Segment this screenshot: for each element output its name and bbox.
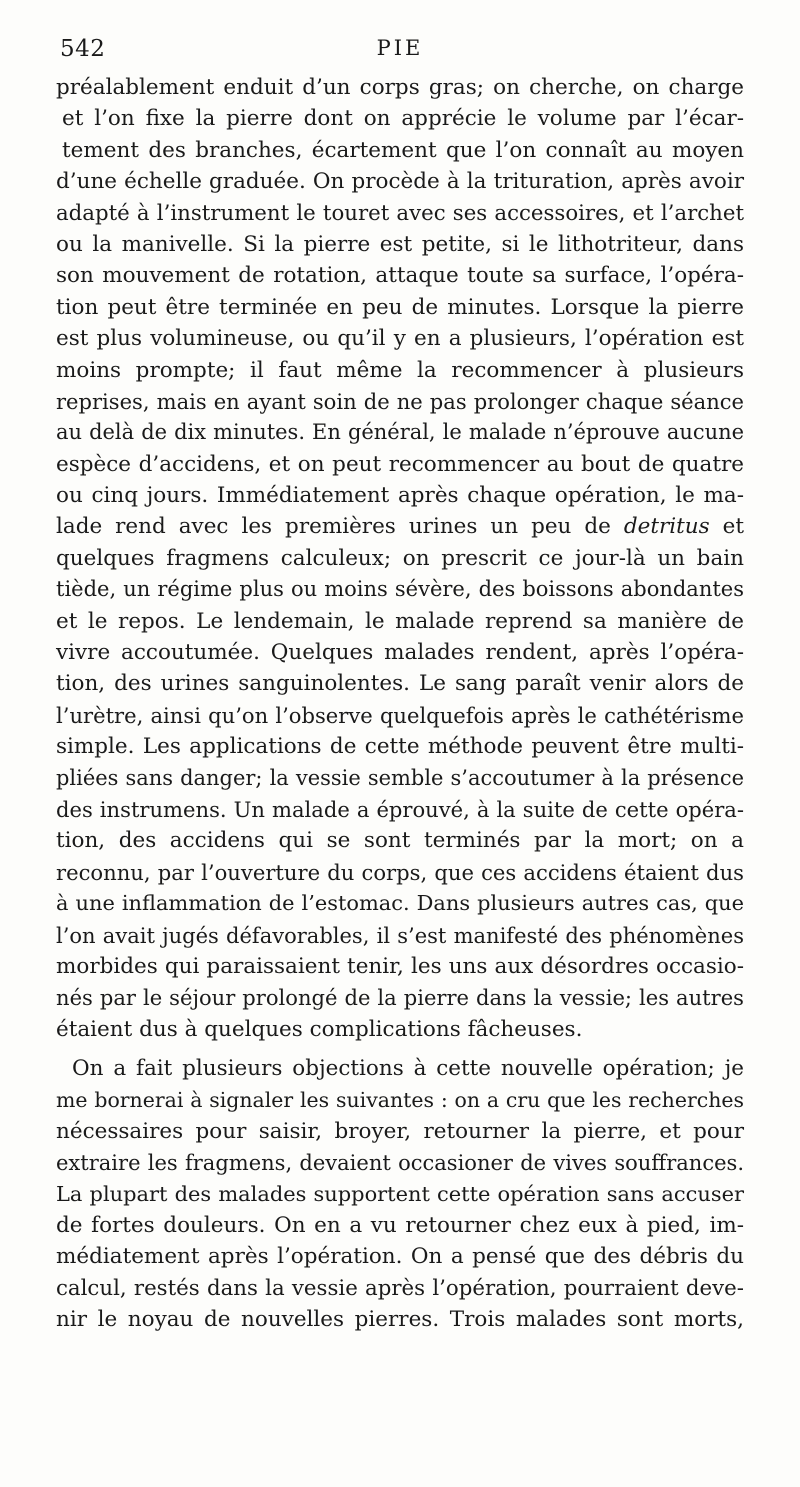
text-line: tion peut être terminée en peu de minutes. Lorsque la pierre bbox=[56, 294, 744, 320]
text-line: de fortes douleurs. On en a vu retourner chez eux à pied, im- bbox=[56, 1213, 744, 1239]
text-line: l’urètre, ainsi qu’on l’observe quelquefois après le cathétérisme bbox=[56, 702, 744, 728]
text-line: l’on avait jugés défavorables, il s’est manifesté des phénomènes bbox=[56, 922, 744, 948]
text-line: reconnu, par l’ouverture du corps, que ces accidens étaient dus bbox=[56, 859, 744, 885]
text-line: simple. Les applications de cette méthode peuvent être multi- bbox=[56, 734, 744, 760]
text-line: quelques fragmens calculeux; on prescrit ce jour-là un bain bbox=[56, 545, 744, 571]
text-line: tion, des urines sanguinolentes. Le sang paraît venir alors de bbox=[56, 671, 744, 697]
text-line: reprises, mais en ayant soin de ne pas prolonger chaque séance bbox=[56, 388, 744, 414]
text-line: tiède, un régime plus ou moins sévère, des boissons abondantes bbox=[56, 577, 744, 602]
text-line: ou la manivelle. Si la pierre est petite, si le lithotriteur, dans bbox=[56, 231, 744, 257]
text-line: étaient dus à quelques complications fâcheuses. bbox=[56, 1016, 583, 1042]
text-line: me bornerai à signaler les suivantes : on a cru que les recherches bbox=[56, 1087, 744, 1112]
text-line: pliées sans danger; la vessie semble s’accoutumer à la présence bbox=[56, 765, 744, 790]
paragraph-2 bbox=[56, 1053, 744, 1336]
text-line-end: et bbox=[709, 514, 744, 540]
text-line: des instrumens. Un malade a éprouvé, à la suite de cette opéra- bbox=[56, 796, 744, 822]
page-number: 542 bbox=[60, 36, 106, 62]
text-line: d’une échelle graduée. On procède à la trituration, après avoir bbox=[56, 169, 744, 195]
text-line bbox=[56, 511, 744, 542]
text-line: au delà de dix minutes. En général, le malade n’éprouve aucune bbox=[56, 420, 744, 445]
text-line: à une inflammation de l’estomac. Dans plusieurs autres cas, que bbox=[56, 891, 744, 916]
running-title: PIE bbox=[376, 36, 424, 60]
text-line: ou cinq jours. Immédiatement après chaque opération, le ma- bbox=[56, 483, 744, 509]
text-line: médiatement après l’opération. On a pensé que des débris du bbox=[56, 1244, 744, 1270]
text-line: morbides qui paraissaient tenir, les uns aux désordres occasio- bbox=[56, 953, 744, 979]
text-line: nés par le séjour prolongé de la pierre dans la vessie; les autres bbox=[56, 985, 744, 1011]
text-line: La plupart des malades supportent cette opération sans accuser bbox=[56, 1181, 744, 1206]
text-line: tement des branches, écartement que l’on connaît au moyen bbox=[62, 137, 744, 163]
text-line: préalablement enduit d’un corps gras; on cherche, on charge bbox=[56, 75, 744, 100]
text-line: est plus volumineuse, ou qu’il y en a plusieurs, l’opération est bbox=[56, 326, 744, 352]
paragraph-gap bbox=[56, 1045, 744, 1053]
text-line: et l’on fixe la pierre dont on apprécie le volume par l’écar- bbox=[62, 106, 744, 132]
text-line: calcul, restés dans la vessie après l’opération, pourraient deve- bbox=[56, 1275, 744, 1301]
running-head bbox=[60, 36, 740, 70]
text-line: vivre accoutumée. Quelques malades rendent, après l’opéra- bbox=[56, 640, 744, 666]
text-line-start: lade rend avec les premières urines un peu de bbox=[56, 514, 624, 540]
italic-word: detritus bbox=[623, 514, 710, 540]
text-line: son mouvement de rotation, attaque toute sa surface, l’opéra- bbox=[56, 263, 744, 289]
text-line: extraire les fragmens, devaient occasioner de vives souffrances. bbox=[56, 1150, 744, 1176]
text-line: On a fait plusieurs objections à cette nouvelle opération; je bbox=[72, 1056, 744, 1082]
text-line: nécessaires pour saisir, broyer, retourner la pierre, et pour bbox=[56, 1118, 744, 1144]
text-line: espèce d’accidens, et on peut recommencer au bout de quatre bbox=[56, 451, 744, 477]
body-text bbox=[56, 72, 744, 1336]
text-line: nir le noyau de nouvelles pierres. Trois malades sont morts, bbox=[56, 1307, 744, 1333]
paragraph-1 bbox=[56, 72, 744, 1045]
text-line: adapté à l’instrument le touret avec ses accessoires, et l’archet bbox=[56, 200, 744, 226]
text-line: moins prompte; il faut même la recommencer à plusieurs bbox=[56, 357, 744, 383]
text-line: et le repos. Le lendemain, le malade reprend sa manière de bbox=[56, 608, 744, 634]
text-line: tion, des accidens qui se sont terminés par la mort; on a bbox=[56, 828, 744, 854]
